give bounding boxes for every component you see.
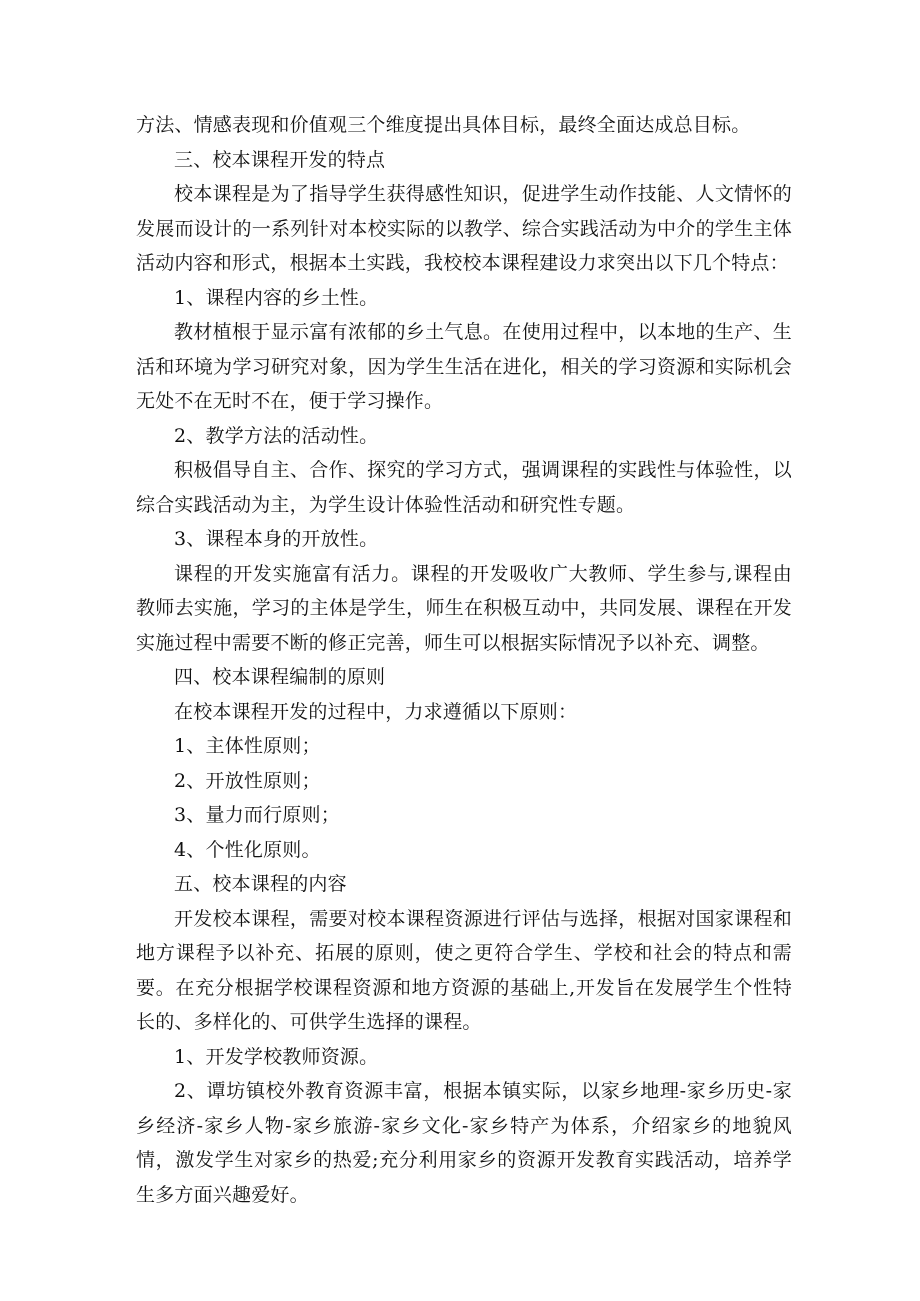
paragraph: 校本课程是为了指导学生获得感性知识，促进学生动作技能、人文情怀的发展而设计的一系列针对本校实际的以教学、综合实践活动为中介的学生主体活动内容和形式，根据本土实践，我校校本课程建设力求突出以下几个特点： [136,183,792,274]
list-item: 1、课程内容的乡土性。 [174,286,379,309]
list-item: 1、主体性原则； [174,735,321,757]
document-body [136,108,792,1212]
list-item: 2、谭坊镇校外教育资源丰富，根据本镇实际，以家乡地理-家乡历史-家乡经济-家乡人物-家乡旅游-家乡文化-家乡特产为体系，介绍家乡的地貌风情，激发学生对家乡的热爱;充分利用家乡的资源开发教育实践活动，培养学生多方面兴趣爱好。 [136,1080,792,1206]
list-item: 3、量力而行原则； [174,804,340,826]
list-item: 2、开放性原则； [174,769,321,792]
section-heading: 三、校本课程开发的特点 [174,148,386,171]
section-heading: 四、校本课程编制的原则 [174,666,386,688]
list-item: 1、开发学校教师资源。 [174,1045,379,1068]
paragraph: 在校本课程开发的过程中，力求遵循以下原则： [174,700,578,723]
paragraph: 教材植根于显示富有浓郁的乡土气息。在使用过程中，以本地的生产、生活和环境为学习研究对象，因为学生生活在进化，相关的学习资源和实际机会无处不在无时不在，便于学习操作。 [136,321,792,412]
paragraph: 方法、情感表现和价值观三个维度提出具体目标，最终全面达成总目标。 [136,114,751,136]
list-item: 4、个性化原则。 [174,838,321,861]
paragraph: 开发校本课程，需要对校本课程资源进行评估与选择，根据对国家课程和地方课程予以补充、拓展的原则，使之更符合学生、学校和社会的特点和需要。在充分根据学校课程资源和地方资源的基础上,开发旨在发展学生个性特长的、多样化的、可供学生选择的课程。 [136,907,792,1033]
list-item: 2、教学方法的活动性。 [174,424,379,447]
paragraph: 积极倡导自主、合作、探究的学习方式，强调课程的实践性与体验性，以综合实践活动为主，为学生设计体验性活动和研究性专题。 [136,459,792,516]
paragraph: 课程的开发实施富有活力。课程的开发吸收广大教师、学生参与,课程由教师去实施，学习的主体是学生，师生在积极互动中，共同发展、课程在开发实施过程中需要不断的修正完善，师生可以根据实际情况予以补充、调整。 [136,562,792,654]
section-heading: 五、校本课程的内容 [174,873,347,895]
list-item: 3、课程本身的开放性。 [174,528,379,550]
